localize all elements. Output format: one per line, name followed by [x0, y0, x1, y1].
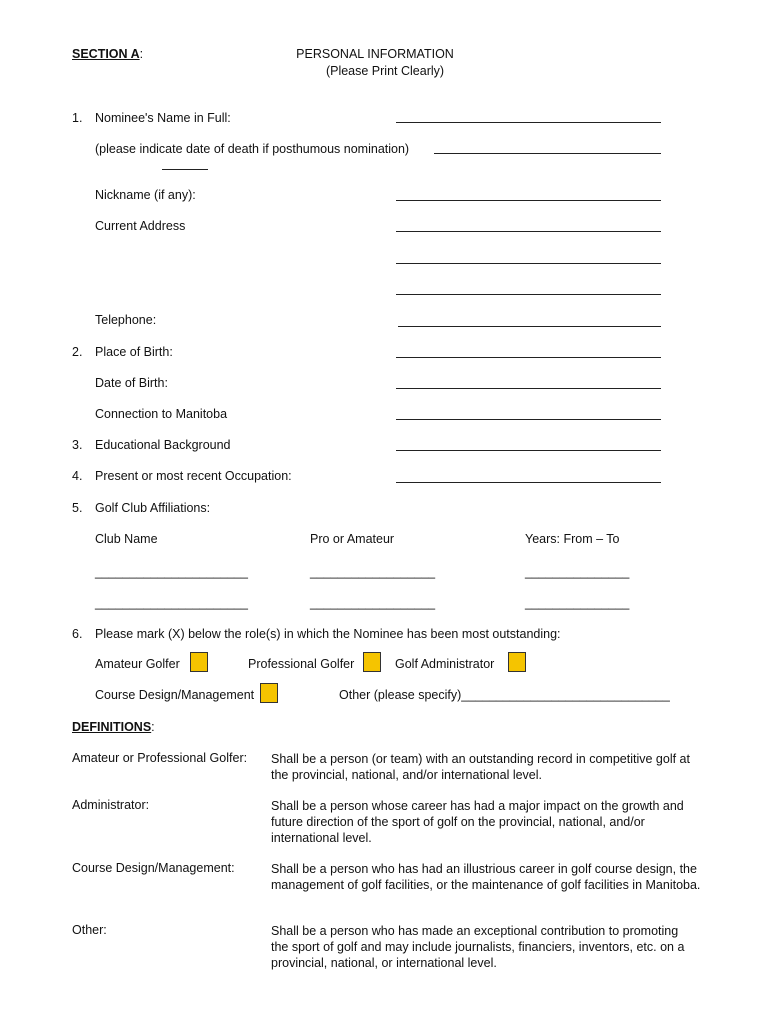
- date-of-birth-field[interactable]: [396, 388, 661, 389]
- club-name-field-2[interactable]: ______________________: [95, 596, 248, 610]
- date-of-death-field-continued[interactable]: [162, 169, 208, 170]
- nickname-label: Nickname (if any):: [95, 188, 196, 202]
- definitions-heading-group: [72, 720, 155, 734]
- date-of-death-field[interactable]: [434, 153, 661, 154]
- q4-number: 4.: [72, 469, 83, 483]
- place-of-birth-label: Place of Birth:: [95, 345, 173, 359]
- section-label: SECTION A: [72, 47, 140, 61]
- amateur-golfer-checkbox[interactable]: [190, 652, 208, 672]
- q2-number: 2.: [72, 345, 83, 359]
- occupation-label: Present or most recent Occupation:: [95, 469, 292, 483]
- club-name-field-1[interactable]: ______________________: [95, 565, 248, 579]
- pro-amateur-field-1[interactable]: __________________: [310, 565, 436, 579]
- address-field-line-3[interactable]: [396, 294, 661, 295]
- place-of-birth-field[interactable]: [396, 357, 661, 358]
- roles-prompt: Please mark (X) below the role(s) in which the Nominee has been most outstanding:: [95, 627, 561, 641]
- definition-text-golfer: Shall be a person (or team) with an outstanding record in competitive golf at the provincial, national, and/or international level.: [271, 752, 690, 782]
- address-field-line-1[interactable]: [396, 231, 661, 232]
- nominee-name-field[interactable]: [396, 122, 661, 123]
- date-of-death-label: (please indicate date of death if posthumous nomination): [95, 142, 410, 156]
- education-label: Educational Background: [95, 438, 231, 452]
- q3-number: 3.: [72, 438, 83, 452]
- definition-term-golfer: Amateur or Professional Golfer:: [72, 751, 248, 765]
- page-subtitle: (Please Print Clearly): [325, 64, 445, 78]
- definition-term-other: Other:: [72, 923, 107, 937]
- definition-term-administrator: Administrator:: [72, 798, 150, 812]
- page-title: PERSONAL INFORMATION: [296, 47, 454, 61]
- years-field-2[interactable]: _______________: [525, 596, 630, 610]
- course-design-checkbox[interactable]: [260, 683, 278, 703]
- definition-text-other: Shall be a person who has made an exceptional contribution to promoting the sport of golf and may include journalists, financiers, inventors, etc. on a provincial, national, or international level.: [271, 924, 685, 970]
- telephone-label: Telephone:: [95, 313, 157, 327]
- golf-clubs-label: Golf Club Affiliations:: [95, 501, 211, 515]
- education-field[interactable]: [396, 450, 661, 451]
- definitions-heading: DEFINITIONS: [72, 720, 152, 734]
- q6-number: 6.: [72, 627, 83, 641]
- course-design-label: Course Design/Management: [95, 688, 255, 702]
- definitions-heading-colon: :: [151, 720, 155, 734]
- club-name-header: Club Name: [95, 532, 158, 546]
- section-label-group: [72, 47, 143, 61]
- professional-golfer-checkbox[interactable]: [363, 652, 381, 672]
- golf-administrator-checkbox[interactable]: [508, 652, 526, 672]
- years-header: Years: From – To: [525, 532, 620, 546]
- definition-text-course-design: Shall be a person who has had an illustrious career in golf course design, the management of golf facilities, or the maintenance of golf facilities in Manitoba.: [271, 862, 701, 892]
- pro-amateur-field-2[interactable]: __________________: [310, 596, 436, 610]
- golf-administrator-label: Golf Administrator: [395, 657, 495, 671]
- pro-amateur-header: Pro or Amateur: [310, 532, 395, 546]
- other-specify-field[interactable]: Other (please specify)______________________________: [339, 688, 670, 702]
- connection-label: Connection to Manitoba: [95, 407, 228, 421]
- professional-golfer-label: Professional Golfer: [248, 657, 355, 671]
- date-of-birth-label: Date of Birth:: [95, 376, 168, 390]
- definition-term-course-design: Course Design/Management:: [72, 861, 235, 875]
- section-label-colon: :: [139, 47, 144, 61]
- connection-field[interactable]: [396, 419, 661, 420]
- q5-number: 5.: [72, 501, 83, 515]
- amateur-golfer-label: Amateur Golfer: [95, 657, 180, 671]
- current-address-label: Current Address: [95, 219, 186, 233]
- address-field-line-2[interactable]: [396, 263, 661, 264]
- definition-text-administrator: Shall be a person whose career has had a major impact on the growth and future direction of the sport of golf on the provincial, national, and/or international level.: [271, 799, 684, 845]
- telephone-field[interactable]: [398, 326, 661, 327]
- occupation-field[interactable]: [396, 482, 661, 483]
- years-field-1[interactable]: _______________: [525, 565, 630, 579]
- q1-number: 1.: [72, 111, 83, 125]
- nickname-field[interactable]: [396, 200, 661, 201]
- nominee-name-label: Nominee's Name in Full:: [95, 111, 231, 125]
